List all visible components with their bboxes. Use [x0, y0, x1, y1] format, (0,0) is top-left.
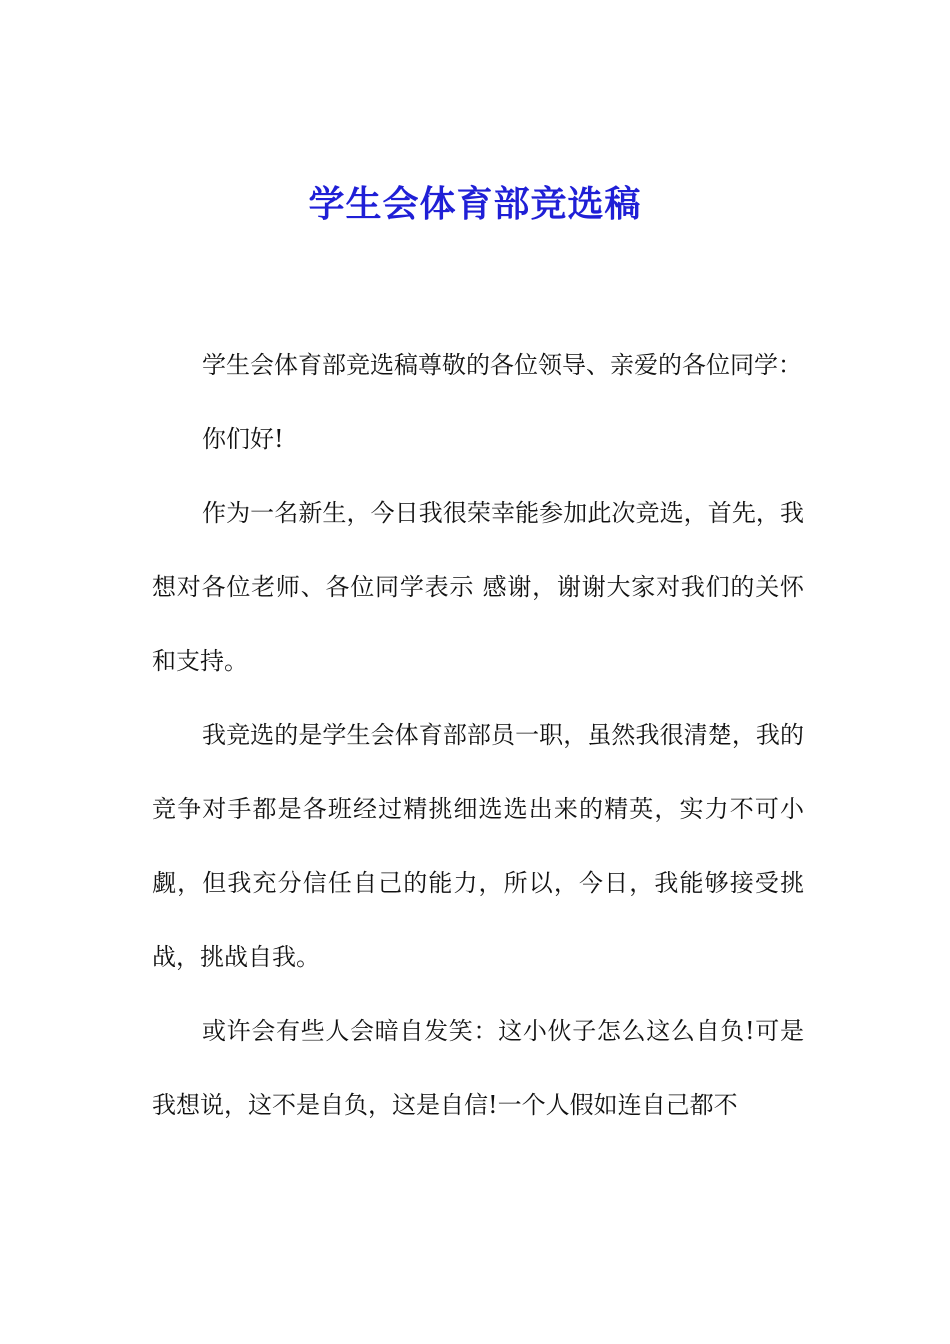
paragraph-introduction: 作为一名新生，今日我很荣幸能参加此次竞选，首先，我想对各位老师、各位同学表示 感谢，谢谢大家对我们的关怀和支持。 [152, 499, 804, 675]
paragraph-confidence: 或许会有些人会暗自发笑：这小伙子怎么这么自负!可是我想说，这不是自负，这是自信!一个人假如连自己都不 [152, 1017, 804, 1119]
document-title: 学生会体育部竞选稿 [308, 183, 642, 225]
paragraph-position: 我竞选的是学生会体育部部员一职，虽然我很清楚，我的竞争对手都是各班经过精挑细选选出来的精英，实力不可小觑，但我充分信任自己的能力，所以，今日，我能够接受挑战，挑战自我。 [152, 721, 804, 971]
paragraph-greeting: 你们好! [202, 425, 284, 453]
paragraph-salutation: 学生会体育部竞选稿尊敬的各位领导、亲爱的各位同学： [202, 351, 802, 379]
document-body [152, 328, 804, 1142]
